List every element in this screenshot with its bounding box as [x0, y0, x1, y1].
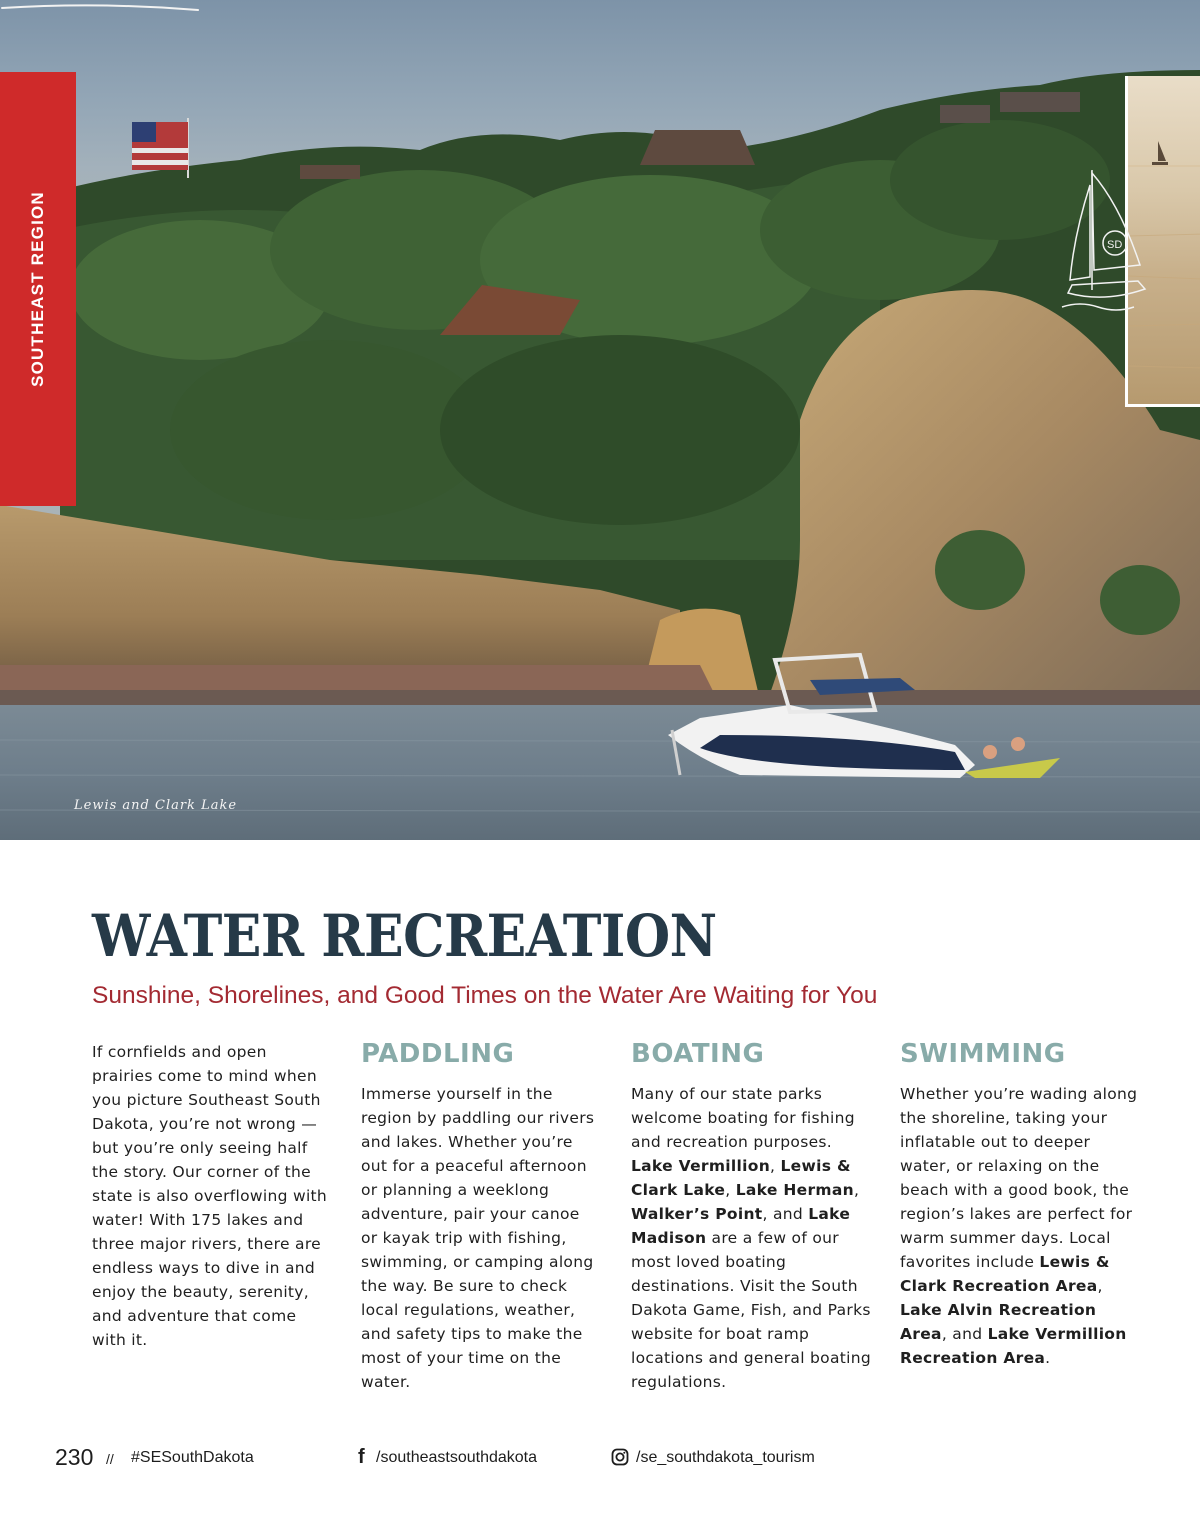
hashtag-link[interactable]: #SESouthDakota [131, 1449, 254, 1466]
swimming-place: Lewis & Clark Recreation Area [900, 1253, 1110, 1295]
boating-place: Walker’s Point [631, 1205, 763, 1223]
boating-text-part: Many of our state parks welcome boating for fishing and recreation purposes. [631, 1085, 855, 1151]
boating-separator: , [770, 1157, 781, 1175]
photo-caption: Lewis and Clark Lake [74, 798, 238, 813]
instagram-link[interactable]: /se_southdakota_tourism [636, 1449, 815, 1466]
paddling-column [361, 1038, 601, 1394]
page-title: WATER RECREATION [92, 902, 717, 971]
swimming-separator: , [1097, 1277, 1103, 1295]
page-subtitle: Sunshine, Shorelines, and Good Times on the Water Are Waiting for You [92, 982, 878, 1009]
paddling-text: Immerse yourself in the region by paddling our rivers and lakes. Whether you’re out for a peaceful afternoon or planning a weeklong adventure, pair your canoe or kayak trip with fishing, swimming, or camping along the way. Be sure to check local regulations, weather, and safety tips to make the most of your time on the water. [361, 1085, 595, 1391]
paddling-heading: PADDLING [361, 1039, 515, 1069]
instagram-icon[interactable] [611, 1448, 629, 1466]
boating-separator: , and [762, 1205, 809, 1223]
swimming-column [900, 1038, 1140, 1370]
intro-column [92, 1040, 332, 1352]
facebook-link[interactable]: /southeastsouthdakota [376, 1449, 538, 1466]
caption-underline [0, 0, 200, 14]
footer-separator: // [106, 1451, 114, 1467]
swimming-place: Lake Alvin Recreation Area [900, 1301, 1097, 1343]
swimming-text-part: . [1045, 1349, 1051, 1367]
boating-place: Lake Madison [631, 1205, 851, 1247]
boating-separator: , [725, 1181, 736, 1199]
boating-text [631, 1082, 871, 1394]
swimming-heading: SWIMMING [900, 1039, 1066, 1069]
sailboat-badge-text: SD [1107, 239, 1123, 251]
page-footer [0, 1444, 1200, 1478]
swimming-place: Lake Vermillion Recreation Area [900, 1325, 1127, 1367]
intro-text: If cornfields and open prairies come to mind when you picture Southeast South Dakota, you’re not wrong — but you’re only seeing half the story. Our corner of the state is also overflowing with water! With 175 lakes and three major rivers, there are endless ways to dive in and enjoy the beauty, serenity, and adventure that come with it. [92, 1043, 328, 1349]
boating-place: Lewis & Clark Lake [631, 1157, 851, 1199]
swimming-separator: , and [941, 1325, 988, 1343]
swimming-text [900, 1082, 1140, 1370]
boating-separator: , [853, 1181, 860, 1199]
boating-heading: BOATING [631, 1039, 765, 1069]
facebook-icon[interactable]: f [358, 1446, 365, 1468]
side-tab-label: SOUTHEAST REGION [28, 191, 47, 387]
boating-place: Lake Vermillion [631, 1157, 771, 1175]
page-number: 230 [55, 1444, 94, 1470]
swimming-text-part: Whether you’re wading along the shoreline, taking your inflatable out to deeper water, or relaxing on the beach with a good book, the region’s lakes are perfect for warm summer days. Local favorites include [900, 1085, 1138, 1271]
boating-column [631, 1038, 871, 1394]
sailboat-sketch-icon [1060, 165, 1150, 315]
boating-place: Lake Herman [735, 1181, 854, 1199]
boating-text-part: are a few of our most loved boating destinations. Visit the South Dakota Game, Fish, and Parks website for boat ramp locations and general boating regulations. [631, 1229, 871, 1391]
